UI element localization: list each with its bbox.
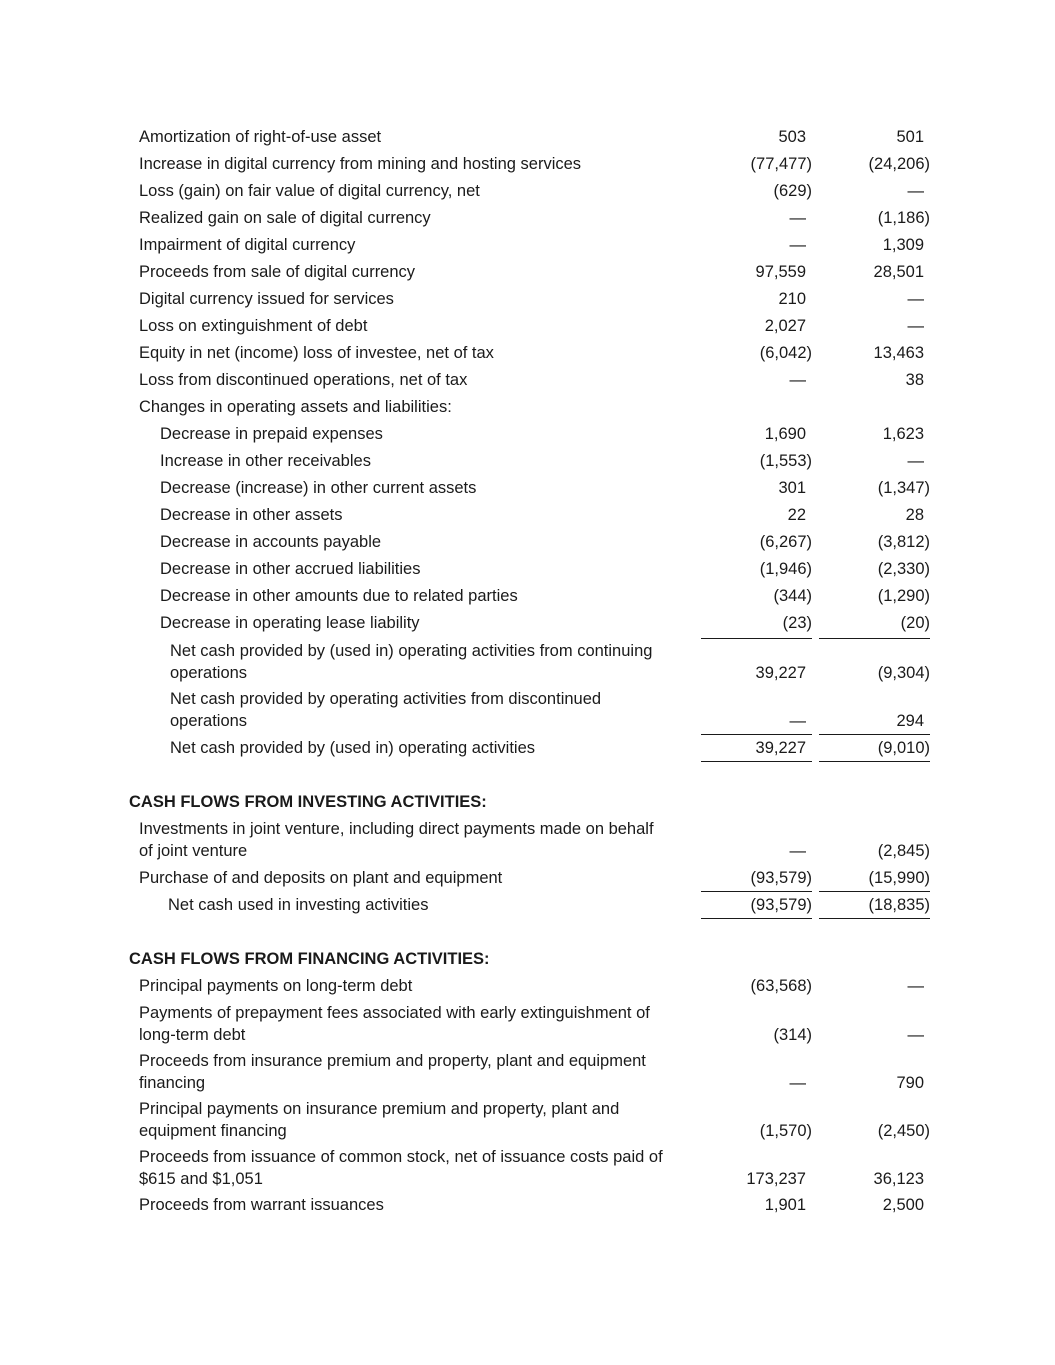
insurance-proceeds-line1 [0, 1050, 1055, 1072]
value-current-year: 22 [787, 506, 806, 524]
underline [701, 638, 812, 639]
row-label: Purchase of and deposits on plant and equipment [139, 869, 503, 887]
row-label: equipment financing [139, 1122, 287, 1140]
row-label: Loss (gain) on fair value of digital currency, net [139, 182, 480, 200]
value-current-year: 210 [778, 290, 806, 308]
row-label: Principal payments on insurance premium and property, plant and [139, 1100, 620, 1118]
value-current-year: (77,477) [750, 155, 812, 173]
underline [819, 734, 930, 735]
value-current-year: (1,570) [759, 1122, 812, 1140]
value-prior-year: (15,990) [868, 869, 930, 887]
underline [701, 918, 812, 919]
value-current-year: — [789, 712, 806, 730]
table-row [0, 1168, 1055, 1190]
changes-section-header [0, 396, 1055, 418]
value-prior-year: (9,010) [877, 739, 930, 757]
row-label: Impairment of digital currency [139, 236, 356, 254]
subtotal-continuing [0, 662, 1055, 684]
row-label: Increase in other receivables [160, 452, 371, 470]
value-prior-year: — [907, 182, 924, 200]
row-label: Loss on extinguishment of debt [139, 317, 368, 335]
underline [819, 761, 930, 762]
row-label: operations [170, 664, 248, 682]
row-label: Payments of prepayment fees associated with early extinguishment of [139, 1004, 650, 1022]
value-prior-year: 1,623 [882, 425, 924, 443]
table-row [0, 153, 1055, 175]
table-row [0, 504, 1055, 526]
value-prior-year: — [907, 452, 924, 470]
value-current-year: — [789, 1074, 806, 1092]
table-row [0, 612, 1055, 634]
value-prior-year: (1,290) [877, 587, 930, 605]
value-current-year: — [789, 371, 806, 389]
row-label: Decrease in accounts payable [160, 533, 382, 551]
section-header-financing [0, 948, 1055, 970]
table-row [0, 288, 1055, 310]
row-label: Increase in digital currency from mining and hosting services [139, 155, 582, 173]
row-label: Proceeds from insurance premium and property, plant and equipment [139, 1052, 646, 1070]
table-row [0, 531, 1055, 553]
value-prior-year: — [907, 1026, 924, 1044]
value-current-year: (6,267) [759, 533, 812, 551]
underline [819, 891, 930, 892]
table-row [0, 975, 1055, 997]
underline [701, 891, 812, 892]
table-row [0, 558, 1055, 580]
row-label: Changes in operating assets and liabilities: [139, 398, 452, 416]
table-row [0, 840, 1055, 862]
table-row [0, 369, 1055, 391]
underline [819, 918, 930, 919]
table-row [0, 585, 1055, 607]
row-label: Loss from discontinued operations, net of tax [139, 371, 468, 389]
stock-issuance-line1 [0, 1146, 1055, 1168]
value-current-year: (93,579) [750, 896, 812, 914]
total-investing [0, 894, 1055, 916]
section-title: CASH FLOWS FROM FINANCING ACTIVITIES: [129, 950, 490, 968]
row-label: Amortization of right-of-use asset [139, 128, 382, 146]
value-prior-year: (18,835) [868, 896, 930, 914]
value-prior-year: 38 [905, 371, 924, 389]
value-prior-year: (20) [900, 614, 930, 632]
table-row [0, 261, 1055, 283]
table-row [0, 315, 1055, 337]
value-current-year: 1,690 [764, 425, 806, 443]
value-current-year: (6,042) [759, 344, 812, 362]
row-label: $615 and $1,051 [139, 1170, 263, 1188]
value-current-year: (93,579) [750, 869, 812, 887]
value-prior-year: 13,463 [873, 344, 924, 362]
underline [819, 638, 930, 639]
table-row [0, 207, 1055, 229]
value-prior-year: 790 [896, 1074, 924, 1092]
value-current-year: — [789, 236, 806, 254]
value-current-year: (63,568) [750, 977, 812, 995]
value-current-year: 39,227 [755, 664, 806, 682]
value-prior-year: 28 [905, 506, 924, 524]
value-current-year: — [789, 209, 806, 227]
value-prior-year: — [907, 977, 924, 995]
section-title: CASH FLOWS FROM INVESTING ACTIVITIES: [129, 793, 487, 811]
row-label: Digital currency issued for services [139, 290, 394, 308]
insurance-payments-line1 [0, 1098, 1055, 1120]
value-current-year: (23) [782, 614, 812, 632]
total-operating [0, 737, 1055, 759]
table-row [0, 126, 1055, 148]
underline [701, 734, 812, 735]
table-row [0, 342, 1055, 364]
table-row [0, 450, 1055, 472]
value-current-year: 2,027 [764, 317, 806, 335]
value-prior-year: (2,845) [877, 842, 930, 860]
row-label: Investments in joint venture, including direct payments made on behalf [139, 820, 654, 838]
value-prior-year: (9,304) [877, 664, 930, 682]
row-label: Net cash provided by (used in) operating activities from continuing [170, 642, 653, 660]
value-prior-year: 1,309 [882, 236, 924, 254]
row-label: Principal payments on long-term debt [139, 977, 413, 995]
value-prior-year: 501 [896, 128, 924, 146]
value-current-year: 301 [778, 479, 806, 497]
value-current-year: 97,559 [755, 263, 806, 281]
value-prior-year: 2,500 [882, 1196, 924, 1214]
row-label: Proceeds from sale of digital currency [139, 263, 416, 281]
row-label: Proceeds from warrant issuances [139, 1196, 384, 1214]
row-label: Decrease in other accrued liabilities [160, 560, 421, 578]
value-prior-year: — [907, 317, 924, 335]
row-label: Net cash provided by (used in) operating activities [170, 739, 536, 757]
value-current-year: (1,946) [759, 560, 812, 578]
table-row [0, 1120, 1055, 1142]
value-current-year: 1,901 [764, 1196, 806, 1214]
value-current-year: 39,227 [755, 739, 806, 757]
value-current-year: 503 [778, 128, 806, 146]
underline [701, 761, 812, 762]
value-current-year: (629) [773, 182, 812, 200]
value-current-year: (1,553) [759, 452, 812, 470]
value-prior-year: (24,206) [868, 155, 930, 173]
row-label: Proceeds from issuance of common stock, net of issuance costs paid of [139, 1148, 663, 1166]
row-label: Decrease (increase) in other current assets [160, 479, 477, 497]
value-prior-year: 294 [896, 712, 924, 730]
subtotal-discontinued-line1 [0, 688, 1055, 710]
table-row [0, 1024, 1055, 1046]
value-prior-year: 36,123 [873, 1170, 924, 1188]
row-label: Decrease in operating lease liability [160, 614, 420, 632]
value-prior-year: (1,186) [877, 209, 930, 227]
value-prior-year: (1,347) [877, 479, 930, 497]
row-label: Equity in net (income) loss of investee, net of tax [139, 344, 494, 362]
row-label: Decrease in prepaid expenses [160, 425, 383, 443]
table-row [0, 1072, 1055, 1094]
row-label: financing [139, 1074, 206, 1092]
value-prior-year: (3,812) [877, 533, 930, 551]
table-row [0, 477, 1055, 499]
value-current-year: — [789, 842, 806, 860]
row-label: Decrease in other amounts due to related parties [160, 587, 518, 605]
table-row [0, 234, 1055, 256]
table-row [0, 180, 1055, 202]
table-row [0, 423, 1055, 445]
subtotal-continuing-line1 [0, 640, 1055, 662]
subtotal-discontinued [0, 710, 1055, 732]
value-prior-year: (2,450) [877, 1122, 930, 1140]
value-current-year: (344) [773, 587, 812, 605]
value-prior-year: — [907, 290, 924, 308]
prepayment-fees-line1 [0, 1002, 1055, 1024]
value-prior-year: (2,330) [877, 560, 930, 578]
section-header-investing [0, 791, 1055, 813]
investing-jv-line1 [0, 818, 1055, 840]
row-label: Net cash used in investing activities [168, 896, 429, 914]
row-label: Decrease in other assets [160, 506, 343, 524]
row-label: Realized gain on sale of digital currency [139, 209, 431, 227]
value-current-year: 173,237 [746, 1170, 806, 1188]
row-label: long-term debt [139, 1026, 246, 1044]
value-current-year: (314) [773, 1026, 812, 1044]
table-row [0, 867, 1055, 889]
value-prior-year: 28,501 [873, 263, 924, 281]
row-label: operations [170, 712, 248, 730]
row-label: of joint venture [139, 842, 248, 860]
row-label: Net cash provided by operating activities from discontinued [170, 690, 602, 708]
table-row [0, 1194, 1055, 1216]
